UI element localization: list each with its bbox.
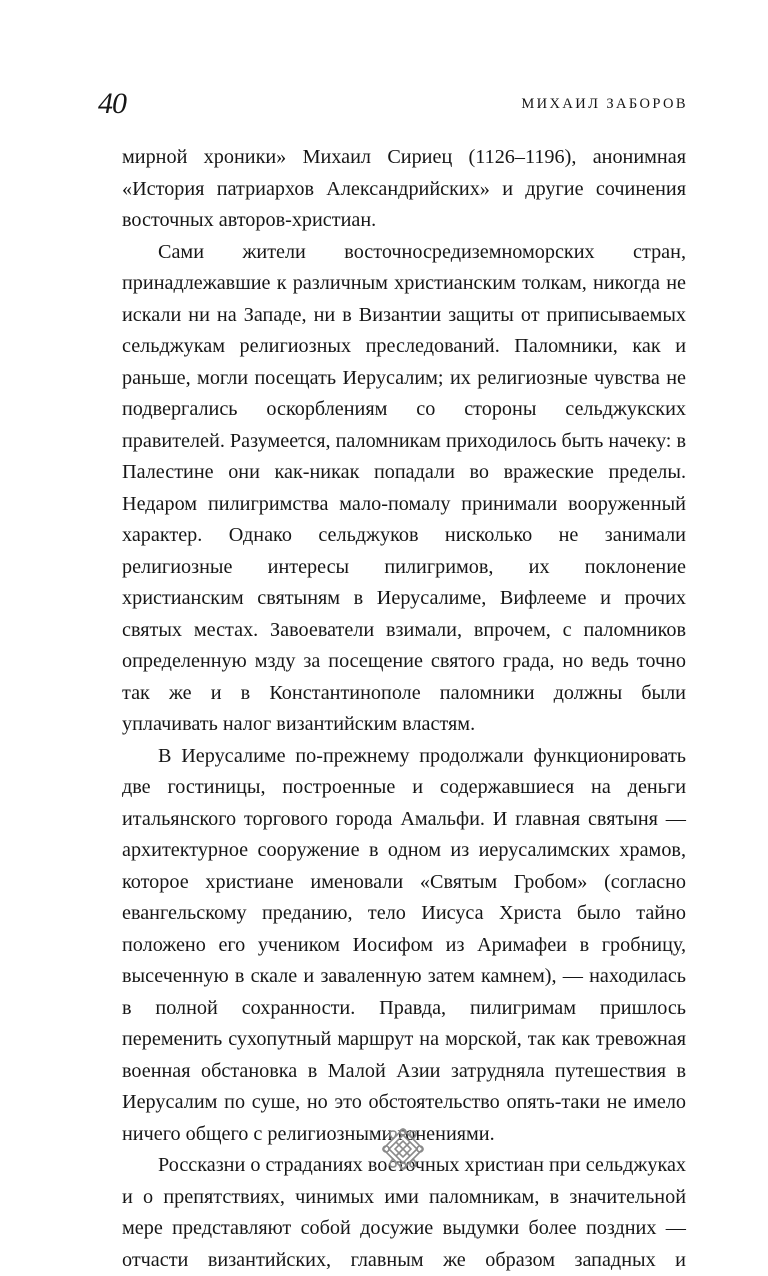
celtic-knot-ornament-icon: [380, 1126, 426, 1172]
running-head-author: МИХАИЛ ЗАБОРОВ: [521, 96, 688, 112]
paragraph-2: Сами жители восточносредиземноморских стран, принадлежавшие к различным христианским толкам, никогда не искали ни на Западе, ни в Византии защиты от приписываемых сельджукам религиозных преследований. Паломники, как и раньше, могли посещать Иерусалим; их религиозные чувства не подвергались оскорблениям со стороны сельджукских правителей. Разумеется, паломникам приходилось быть начеку: в Палестине они как-никак попадали во вражеские пределы. Недаром пилигримства мало-помалу принимали вооруженный характер. Однако сельджуков нисколько не занимали религиозные интересы пилигримов, их поклонение христианским святыням в Иерусалиме, Вифлееме и прочих святых местах. Завоеватели взимали, впрочем, с паломников определенную мзду за посещение святого града, но ведь точно так же и в Константинополе паломники должны были уплачивать налог византийским властям.: [122, 240, 686, 735]
body-text: [122, 142, 686, 1276]
page-number: 40: [98, 87, 126, 120]
page-header: [98, 84, 688, 124]
paragraph-1: мирной хроники» Михаил Сириец (1126–1196), анонимная «История патриархов Александрийских» и другие сочинения восточных авторов-христиан.: [122, 146, 686, 231]
paragraph-4: Россказни о страданиях восточных христиан при сельджуках и о препятствиях, чинимых ими паломникам, в значительной мере представляют собой досужие выдумки более поздних — отчасти византийских, главным же образом западных и: [122, 1154, 687, 1271]
paragraph-3: В Иерусалиме по-прежнему продолжали функционировать две гостиницы, построенные и содержавшиеся на деньги итальянского торгового города Амальфи. И главная святыня — архитектурное сооружение в одном из иерусалимских храмов, которое христиане именовали «Святым Гробом» (согласно евангельскому преданию, тело Иисуса Христа было тайно положено его учеником Иосифом из Аримафеи в гробницу, высеченную в скале и заваленную затем камнем), — находилась в полной сохранности. Правда, пилигримам пришлось переменить сухопутный маршрут на морской, так как тревожная военная обстановка в Малой Азии затрудняла путешествия в Иерусалим по суше, но это обстоятельство опять-таки не имело ничего общего с религиозными гонениями.: [122, 744, 686, 1145]
